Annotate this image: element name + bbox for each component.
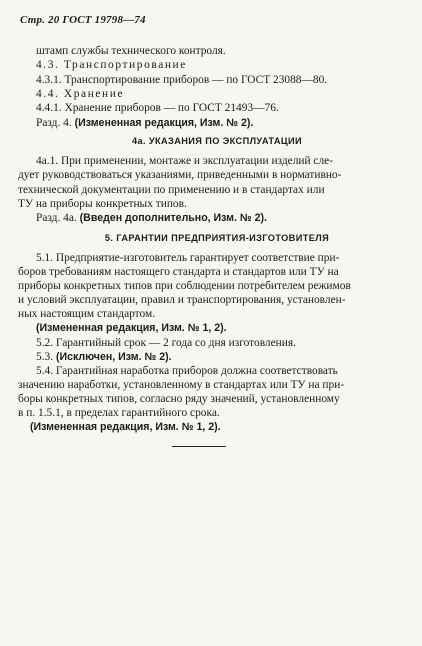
amendment-prefix: 5.3. — [36, 351, 54, 363]
paragraph-line: 5.4. Гарантийная наработка приборов должна соответствовать — [36, 365, 338, 377]
paragraph-line: ных настоящим стандартом. — [18, 308, 156, 320]
text-line: 4.4.1. Хранение приборов — по ГОСТ 21493—76. — [36, 102, 279, 114]
paragraph-line: в п. 1.5.1, в пределах гарантийного срока. — [18, 407, 220, 419]
paragraph-line: 5.2. Гарантийный срок — 2 года со дня изготовления. — [36, 337, 296, 349]
subsection-title-text: 4.3. Транспортирование — [36, 59, 187, 71]
amendment-note — [36, 117, 253, 130]
amendment-prefix: Разд. 4. — [36, 117, 72, 129]
paragraph-line: ТУ на приборы конкретных типов. — [18, 198, 187, 210]
amendment-note — [36, 351, 172, 364]
subsection-title — [36, 59, 187, 72]
text-line: 4.3.1. Транспортирование приборов — по ГОСТ 23088—80. — [36, 74, 328, 86]
paragraph-line: боры конкретных типов, согласно ряду значений, установленному — [18, 393, 340, 405]
paragraph-line: технической документации по применению и в стандартах или — [18, 184, 325, 196]
amendment-prefix: Разд. 4а. — [36, 212, 77, 224]
paragraph-line: приборы конкретных типов при соблюдении потребителем режимов — [18, 280, 351, 292]
amendment-note — [30, 421, 221, 434]
section-heading-5: 5. ГАРАНТИИ ПРЕДПРИЯТИЯ-ИЗГОТОВИТЕЛЯ — [104, 233, 330, 243]
amendment-bold: (Измененная редакция, Изм. № 1, 2). — [36, 322, 227, 334]
amendment-note — [36, 322, 227, 335]
amendment-bold: (Измененная редакция, Изм. № 2). — [74, 117, 254, 129]
amendment-bold: (Исключен, Изм. № 2). — [55, 351, 172, 363]
text-line: штамп службы технического контроля. — [36, 45, 226, 57]
page-header: Стр. 20 ГОСТ 19798—74 — [20, 14, 146, 26]
paragraph-line: боров требованиям настоящего стандарта и стандартов или ТУ на — [18, 266, 339, 278]
paragraph-line: 5.1. Предприятие-изготовитель гарантирует соответствие при- — [36, 252, 340, 264]
amendment-bold: (Введен дополнительно, Изм. № 2). — [79, 212, 268, 224]
subsection-title: 4.4. Хранение — [36, 88, 125, 100]
paragraph-line: дует руководствоваться указаниями, приведенными в нормативно- — [18, 169, 342, 181]
section-heading-4a: 4а. УКАЗАНИЯ ПО ЭКСПЛУАТАЦИИ — [131, 136, 303, 146]
end-rule — [172, 446, 226, 447]
paragraph-line: и условий эксплуатации, правил и транспортирования, установлен- — [18, 294, 346, 306]
paragraph-line: значению наработки, установленному в стандартах или ТУ на при- — [18, 379, 345, 391]
amendment-bold: (Измененная редакция, Изм. № 1, 2). — [30, 421, 221, 433]
paragraph-line: 4а.1. При применении, монтаже и эксплуатации изделий сле- — [36, 155, 334, 167]
amendment-note — [36, 212, 267, 225]
